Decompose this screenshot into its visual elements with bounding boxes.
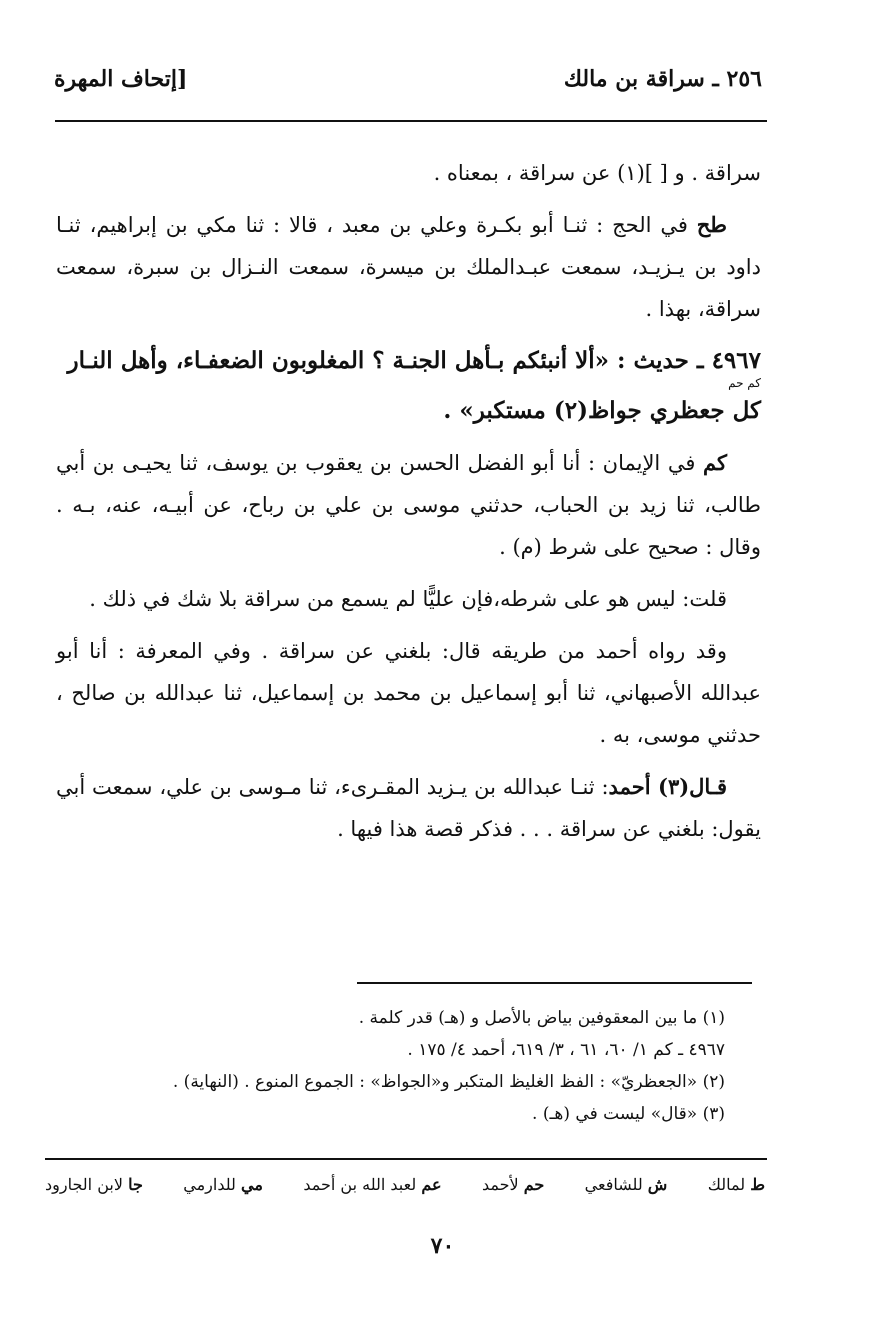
hadith-source-mark: كم حم: [728, 376, 761, 390]
main-text: [56, 152, 761, 860]
hadith-text: ٤٩٦٧ ـ حديث : «ألا أنبئكم بـأهل الجنـة ؟ المغلوبون الضعفـاء، وأهل النـار: [67, 347, 761, 374]
hadith-heading: [56, 340, 761, 432]
kam-symbol: كم: [703, 450, 727, 475]
legend-item: ط لمالك: [707, 1175, 765, 1194]
paragraph-intro: سراقة . و [ ](١) عن سراقة ، بمعناه .: [433, 161, 761, 185]
legend-item: ش للشافعي: [584, 1175, 668, 1194]
footnote-sources: ٤٩٦٧ ـ كم ١/ ٦٠، ٦١ ، ٣/ ٦١٩، أحمد ٤/ ١٧٥ .: [407, 1040, 725, 1060]
legend-item: جا لابن الجارود: [45, 1175, 143, 1194]
paragraph-kam: [56, 442, 761, 568]
hadith-text-continued: كل جعظري جواظ(٢) مستكبر» .: [443, 397, 761, 424]
tah-text: في الحج : ثنـا أبو بكـرة وعلي بن معبد ، قالا : ثنا مكي بن إبراهيم، ثنـا داود بن يـزيـد، سمعت عبـدالملك بن ميسرة، سمعت النـزال بن سبرة، سمعت سراقة، بهذا .: [56, 213, 761, 321]
footnote-divider: [357, 982, 752, 984]
footnotes: [125, 1002, 725, 1130]
abbreviation-legend: [45, 1175, 765, 1194]
legend-item: حم لأحمد: [481, 1175, 545, 1194]
footnote-3: (٣) «قال» ليست في (هـ) .: [532, 1104, 725, 1124]
paragraph-tah: [56, 204, 761, 330]
legend-divider: [45, 1158, 767, 1160]
paragraph-qal: [56, 766, 761, 850]
tah-symbol: طح: [696, 212, 727, 237]
page-number: ٧٠: [430, 1233, 455, 1259]
chapter-heading: ٢٥٦ ـ سراقة بن مالك: [563, 66, 762, 92]
header-divider: [55, 120, 767, 122]
legend-item: عم لعبد الله بن أحمد: [303, 1175, 442, 1194]
qal-symbol: قـال(٣) أحمد: [608, 774, 728, 799]
legend-item: مي للدارمي: [183, 1175, 263, 1194]
footnote-1: (١) ما بين المعقوفين بياض بالأصل و (هـ) قدر كلمة .: [358, 1008, 725, 1028]
footnote-2: (٢) «الجعظريّ» : الفظ الغليظ المتكبر و«الجواظ» : الجموع المنوع . (النهاية) .: [172, 1072, 725, 1092]
paragraph-qult: قلت: ليس هو على شرطه،فإن عليًّا لم يسمع من سراقة بلا شك في ذلك .: [89, 587, 727, 611]
kam-text: في الإيمان : أنا أبو الفضل الحسن بن يعقوب بن يوسف، ثنا يحيـى بن أبي طالب، ثنا زيد بن الحباب، حدثني موسى بن علي بن رباح، عن أبيـه، عنه، بـه . وقال : صحيح على شرط (م) .: [56, 451, 761, 559]
book-title: [إتحاف المهرة: [54, 66, 188, 92]
paragraph-rawah: وقد رواه أحمد من طريقه قال: بلغني عن سراقة . وفي المعرفة : أنا أبو عبدالله الأصبهاني، ثنا أبو إسماعيل بن محمد بن إسماعيل، ثنا عبدالله بن صالح ، حدثني موسى، به .: [56, 639, 761, 747]
qal-text: : ثنـا عبدالله بن يـزيد المقـرىء، ثنا مـوسى بن علي، سمعت أبي يقول: بلغني عن سراقة . . . فذكر قصة هذا فيها .: [56, 775, 761, 841]
